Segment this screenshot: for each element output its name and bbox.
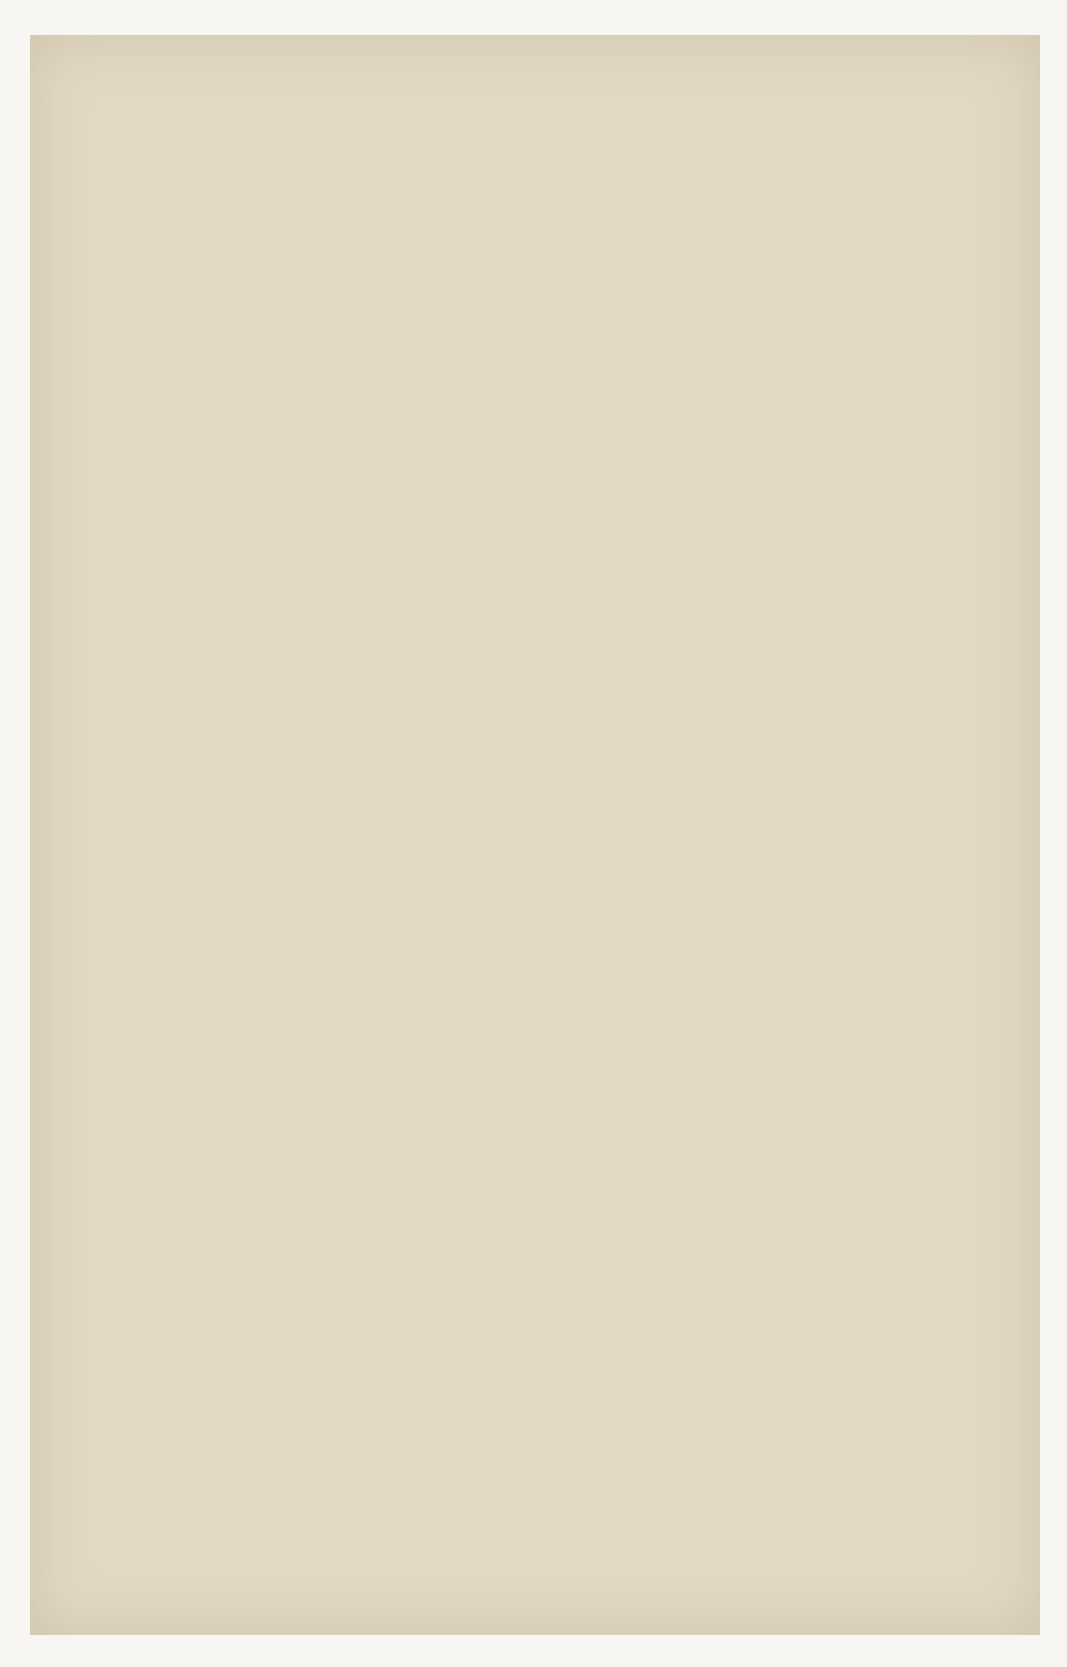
document-page: [30, 35, 1040, 1635]
toc-bottom-block: [90, 905, 1005, 1625]
toc-top-block: [90, 215, 1005, 855]
